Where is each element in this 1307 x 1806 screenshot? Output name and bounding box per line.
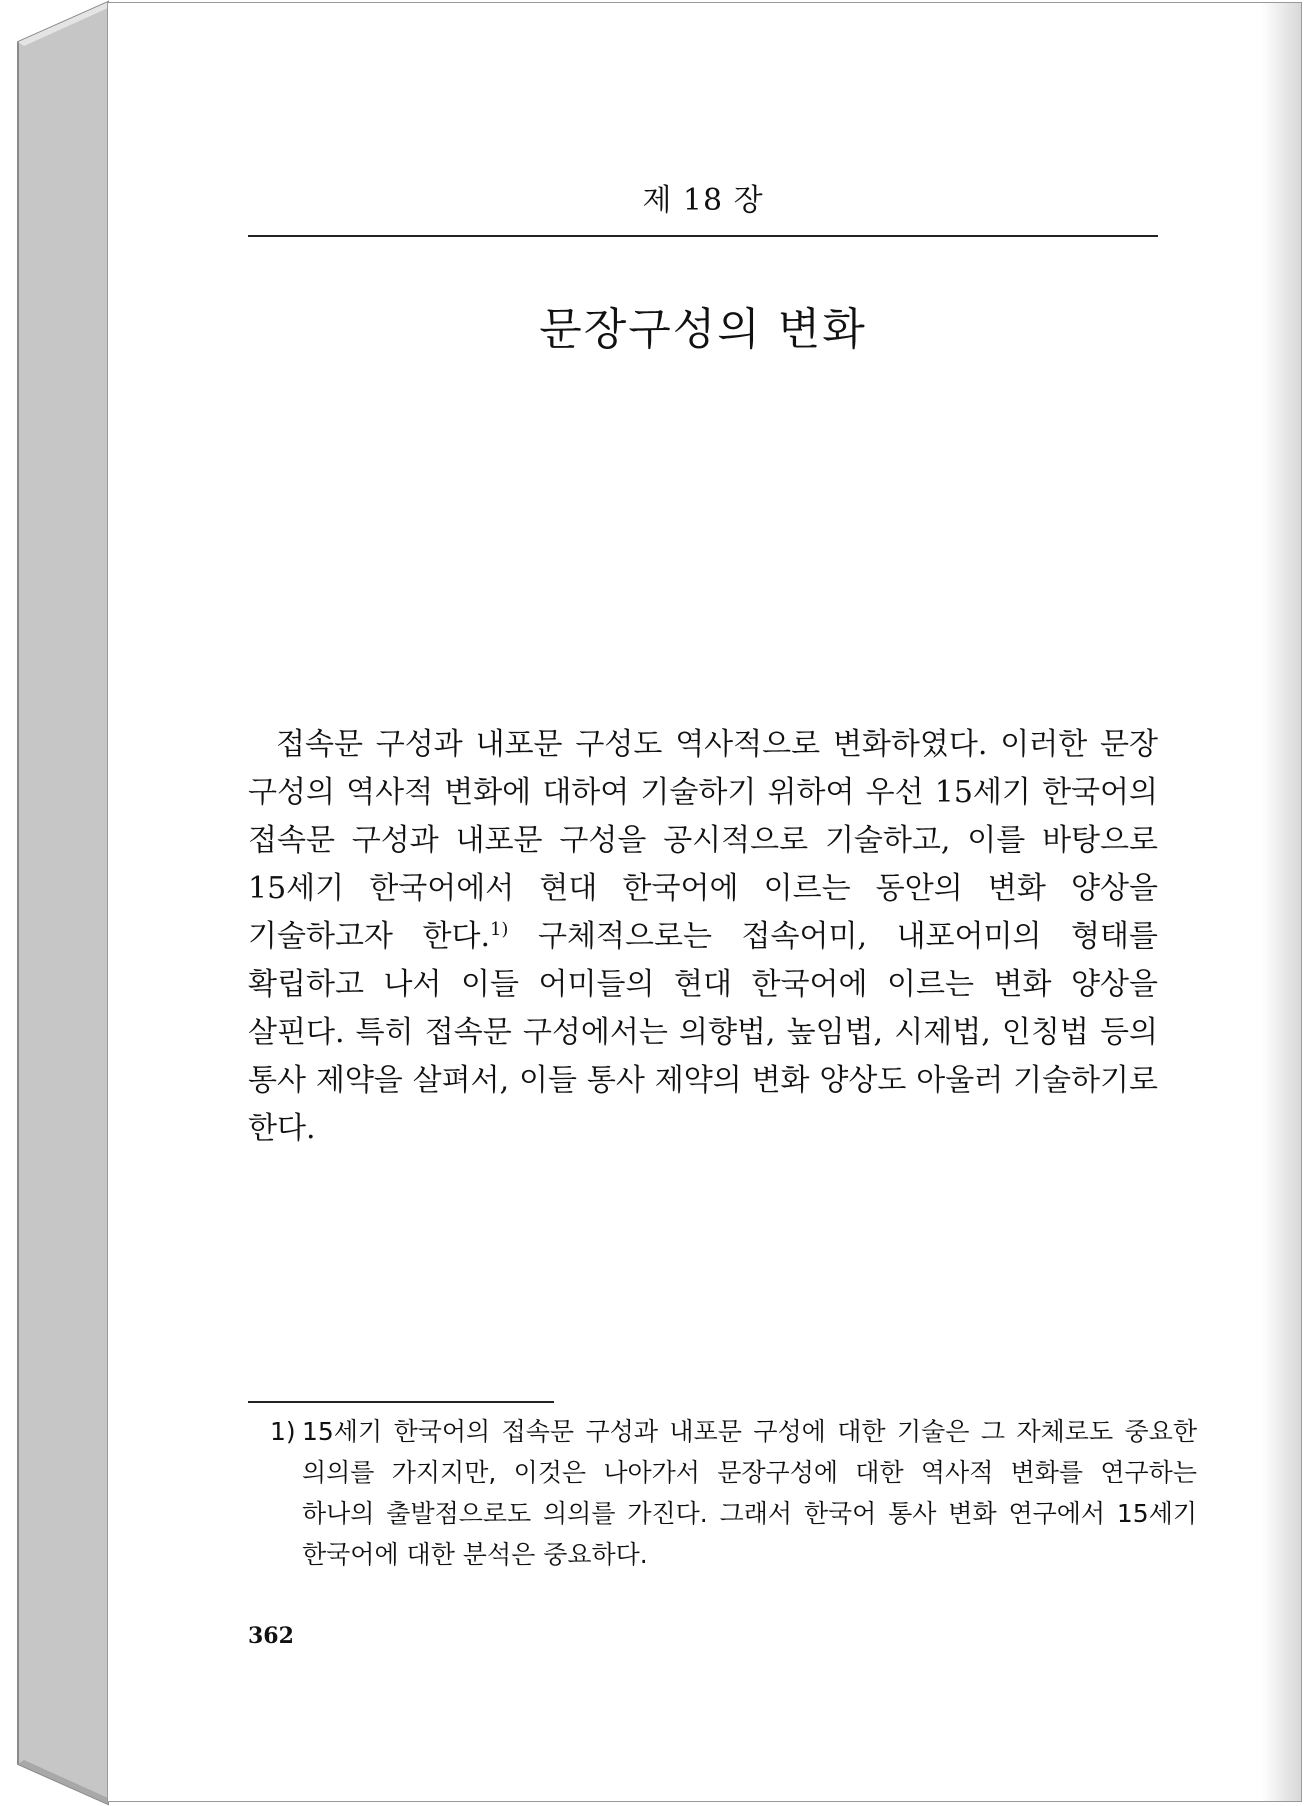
chapter-label: 제 18 장 [642,183,764,218]
body-paragraph [248,721,1158,1153]
page-number: 362 [248,1623,294,1649]
footnote-rule [248,1401,554,1403]
footnote-reference: 1) [489,919,509,940]
page-edge-shadow [1261,3,1301,1801]
body-text-part-1: 접속문 구성과 내포문 구성도 역사적으로 변화하였다. 이러한 문장 구성의 역사적 변화에 대하여 기술하기 위하여 우선 15세기 한국어의 접속문 구성과 내포문 구성을 공시적으로 기술하고, 이를 바탕으로 15세기 한국어에서 현대 한국어에 이르는 동안의 변화 양상을 기술하고자 한다. [248,727,1158,954]
book-spine [0,0,110,1806]
chapter-title: 문장구성의 변화 [539,304,867,355]
footnote-marker: 1) [270,1417,296,1446]
header-rule [248,235,1158,237]
book-page [107,2,1302,1802]
footnote-text: 15세기 한국어의 접속문 구성과 내포문 구성에 대한 기술은 그 자체로도 중요한 의의를 가지지만, 이것은 나아가서 문장구성에 대한 역사적 변화를 연구하는 하나의 출발점으로도 의의를 가진다. 그래서 한국어 통사 변화 연구에서 15세기 한국어에 대한 분석은 중요하다. [302,1417,1197,1569]
body-text-part-2: 구체적으로는 접속어미, 내포어미의 형태를 확립하고 나서 이들 어미들의 현대 한국어에 이르는 변화 양상을 살핀다. 특히 접속문 구성에서는 의향법, 높임법, 시제법, 인칭법 등의 통사 제약을 살펴서, 이들 통사 제약의 변화 양상도 아울러 기술하기로 한다. [248,919,1158,1146]
footnote [270,1411,1197,1575]
